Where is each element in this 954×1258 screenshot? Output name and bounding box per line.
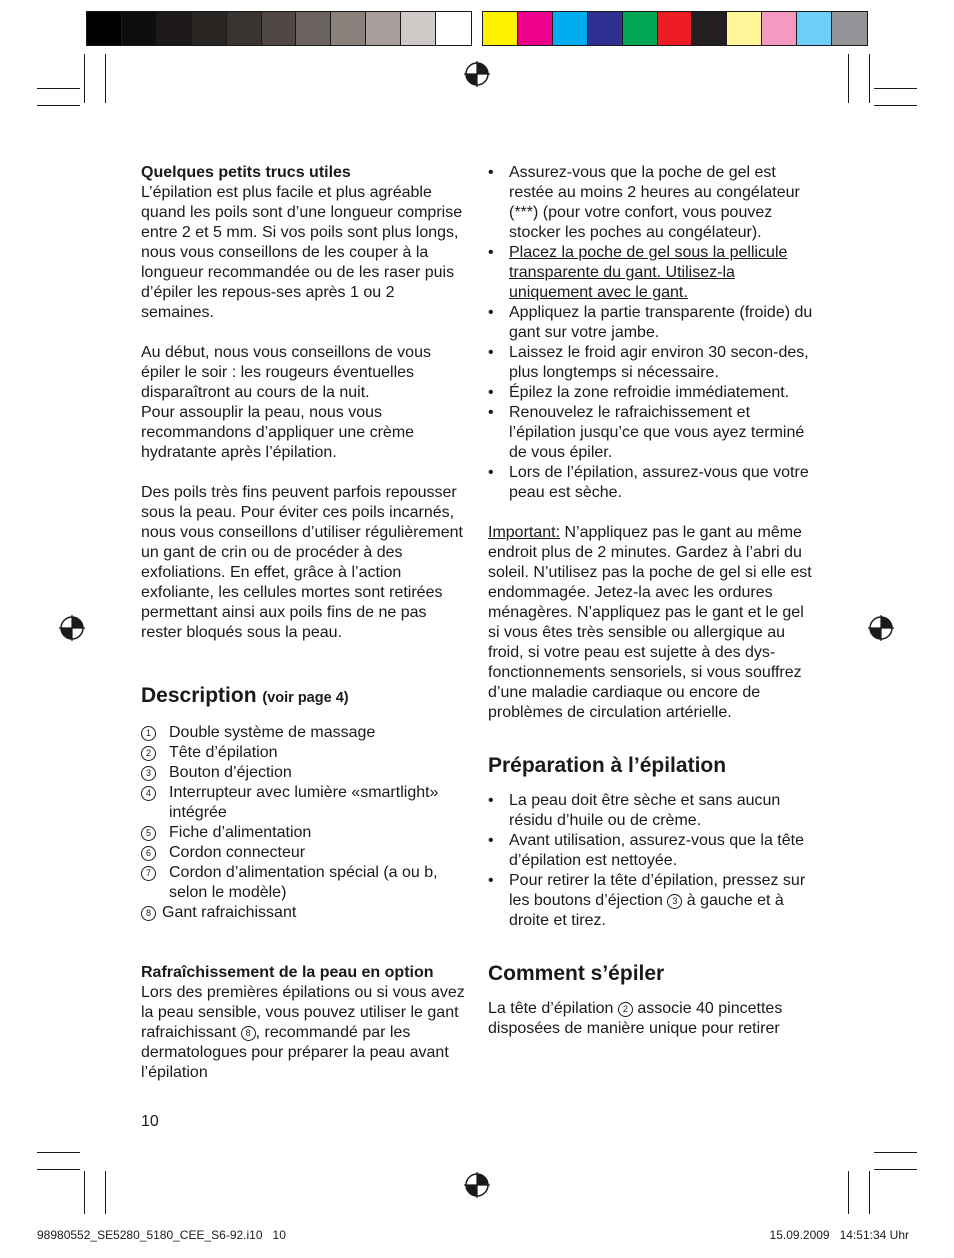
list-item: • Épilez la zone refroidie immédiatement. — [488, 383, 816, 403]
crop-mark — [105, 54, 106, 103]
color-swatch — [692, 12, 727, 45]
crop-mark — [37, 1152, 80, 1153]
underlined-text: Placez la poche de gel sous la pellicule transparente du gant. Utilisez-la uniquement avec le gant. — [509, 244, 788, 301]
list-item: • Appliquez la partie transparente (froide) du gant sur votre jambe. — [488, 303, 816, 343]
crop-mark — [874, 105, 917, 106]
color-swatch — [192, 12, 227, 45]
grayscale-color-bar — [86, 11, 472, 46]
item-number-badge: 7 — [141, 866, 156, 881]
description-list — [141, 723, 469, 923]
description-item-text: Gant rafraichissant — [162, 904, 297, 921]
crop-mark — [874, 88, 917, 89]
description-heading — [141, 683, 469, 711]
item-number-badge: 6 — [141, 846, 156, 861]
item-number-badge: 3 — [667, 894, 682, 909]
list-item-text: Pour retirer la tête d’épilation, pressez sur les boutons d’éjection — [509, 872, 806, 909]
crop-mark — [37, 1169, 80, 1170]
description-subtitle: (voir page 4) — [262, 690, 349, 706]
description-item-text: Double système de massage — [169, 724, 376, 741]
important-text: N’appliquez pas le gant au même endroit plus de 2 minutes. Gardez à l’abri du soleil. N’utilisez pas la poche de gel si elle est endommagée. Jetez-la avec les ordures ménagères. N’appliquez pas le gant et le gel si vous êtes très sensible ou allergique au froid, si votre peau est sujette à des dys-fonctionnements sensoriels, si vous souffrez d’une maladie cardiaque ou encore de problèmes de circulation artérielle. — [488, 524, 812, 721]
page-number: 10 — [141, 1113, 159, 1130]
color-swatch — [227, 12, 262, 45]
preparation-heading: Préparation à l’épilation — [488, 754, 727, 777]
item-number-badge: 2 — [618, 1002, 633, 1017]
cooling-heading: Rafraîchissement de la peau en option — [141, 964, 434, 981]
cooling-text: Lors des premières épilations ou si vous avez la peau sensible, vous pouvez utiliser le gant rafraichissant — [141, 984, 465, 1041]
crop-mark — [874, 1152, 917, 1153]
color-swatch — [262, 12, 297, 45]
description-item — [141, 823, 469, 843]
color-swatch — [518, 12, 553, 45]
description-item — [141, 783, 469, 823]
registration-mark-icon — [59, 615, 85, 641]
important-label: Important: — [488, 524, 561, 541]
tips-paragraph: Des poils très fins peuvent parfois repousser sous la peau. Pour éviter ces poils incarnés, nous vous conseillons d’utiliser régulièrement un gant de crin ou de procéder à des exfoliations. En effet, grâce à l’action exfoliante, les cellules mortes sont retirées permettant ainsi aux poils fins de ne pas rester bloqués sous la peau. — [141, 484, 463, 641]
color-swatch — [122, 12, 157, 45]
crop-mark — [37, 88, 80, 89]
item-number-badge: 8 — [141, 906, 156, 921]
item-number-badge: 8 — [241, 1026, 256, 1041]
registration-mark-icon — [464, 61, 490, 87]
description-item — [141, 903, 469, 923]
color-swatch — [623, 12, 658, 45]
item-number-badge: 3 — [141, 766, 156, 781]
list-item-text: à gauche et à droite et tirez. — [509, 892, 784, 929]
list-item: • Renouvelez le rafraichissement et l’épilation jusqu’ce que vous ayez terminé de vous épiler. — [488, 403, 816, 463]
crop-mark — [105, 1171, 106, 1214]
list-item: • Assurez-vous que la poche de gel est restée au moins 2 heures au congélateur (***) (pour votre confort, vous pouvez stocker les poches au congélateur). — [488, 163, 816, 243]
list-item: • Lors de l’épilation, assurez-vous que votre peau est sèche. — [488, 463, 816, 503]
color-swatch — [366, 12, 401, 45]
color-swatch — [87, 12, 122, 45]
crop-mark — [37, 105, 80, 106]
preparation-list — [488, 791, 816, 931]
color-swatch — [832, 12, 867, 45]
how-to-heading: Comment s’épiler — [488, 962, 665, 985]
how-to-paragraph — [488, 999, 816, 1039]
footer-timestamp: 15.09.2009 14:51:34 Uhr — [769, 1228, 909, 1242]
crop-mark — [874, 1169, 917, 1170]
how-to-text: associe 40 pincettes disposées de manière unique pour retirer — [488, 1000, 783, 1037]
footer-file-info: 98980552_SE5280_5180_CEE_S6-92.i10 10 — [37, 1228, 286, 1242]
color-swatch — [436, 12, 471, 45]
tips-paragraph: Pour assouplir la peau, nous vous recommandons d’appliquer une crème hydratante après l’épilation. — [141, 404, 415, 461]
tips-paragraph: Au début, nous vous conseillons de vous épiler le soir : les rougeurs éventuelles disparaîtront au cours de la nuit. — [141, 344, 431, 401]
list-item: • La peau doit être sèche et sans aucun résidu d’huile ou de crème. — [488, 791, 816, 831]
color-swatch — [588, 12, 623, 45]
list-item — [488, 871, 816, 931]
how-to-text: La tête d’épilation — [488, 1000, 614, 1017]
description-item — [141, 863, 469, 903]
crop-mark — [84, 54, 85, 103]
description-item — [141, 723, 469, 743]
left-column — [141, 163, 469, 1083]
color-swatch — [762, 12, 797, 45]
color-swatch — [797, 12, 832, 45]
item-number-badge: 2 — [141, 746, 156, 761]
color-swatch — [296, 12, 331, 45]
crop-mark — [869, 1171, 870, 1214]
item-number-badge: 1 — [141, 726, 156, 741]
color-swatch — [157, 12, 192, 45]
list-item — [488, 243, 816, 303]
process-color-bar — [482, 11, 868, 46]
registration-mark-icon — [868, 615, 894, 641]
crop-mark — [848, 54, 849, 103]
description-item-text: Cordon d’alimentation spécial (a ou b, selon le modèle) — [169, 864, 438, 901]
description-item-text: Tête d’épilation — [169, 744, 278, 761]
color-swatch — [553, 12, 588, 45]
tips-paragraph: L’épilation est plus facile et plus agréable quand les poils sont d’une longueur comprise entre 2 et 5 mm. Si vos poils sont plus longs, nous vous conseillons de les couper à la longueur recommandée ou de les raser puis d’épiler les repous-ses après 1 ou 2 semaines. — [141, 184, 463, 321]
description-title: Description — [141, 684, 257, 707]
important-paragraph — [488, 523, 816, 723]
crop-mark — [84, 1171, 85, 1214]
item-number-badge: 4 — [141, 786, 156, 801]
color-swatch — [727, 12, 762, 45]
description-item — [141, 843, 469, 863]
description-item — [141, 743, 469, 763]
color-swatch — [331, 12, 366, 45]
description-item-text: Cordon connecteur — [169, 844, 306, 861]
registration-mark-icon — [464, 1172, 490, 1198]
gel-steps-list — [488, 163, 816, 503]
description-item-text: Fiche d’alimentation — [169, 824, 312, 841]
tips-heading: Quelques petits trucs utiles — [141, 164, 351, 181]
description-item-text: Interrupteur avec lumière «smartlight» intégrée — [169, 784, 439, 821]
cooling-text: , recommandé par les dermatologues pour préparer la peau avant l’épilation — [141, 1024, 449, 1081]
color-swatch — [658, 12, 693, 45]
cooling-paragraph — [141, 983, 469, 1083]
color-swatch — [401, 12, 436, 45]
right-column — [488, 163, 816, 1039]
color-swatch — [483, 12, 518, 45]
list-item: • Avant utilisation, assurez-vous que la tête d’épilation est nettoyée. — [488, 831, 816, 871]
description-item-text: Bouton d’éjection — [169, 764, 292, 781]
item-number-badge: 5 — [141, 826, 156, 841]
crop-mark — [869, 54, 870, 103]
list-item: • Laissez le froid agir environ 30 secon-des, plus longtemps si nécessaire. — [488, 343, 816, 383]
crop-mark — [848, 1171, 849, 1214]
description-item — [141, 763, 469, 783]
